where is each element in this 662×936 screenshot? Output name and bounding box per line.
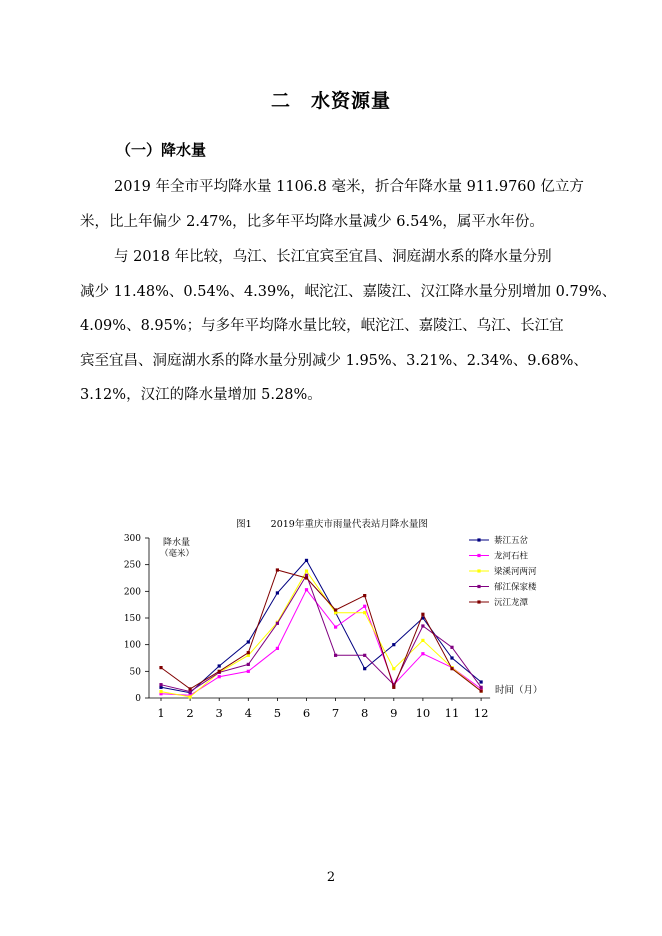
data-point [421, 652, 424, 655]
paragraph-annual-precipitation [80, 170, 584, 239]
data-point [247, 640, 250, 643]
x-axis-label: 时间（月） [495, 685, 543, 696]
x-tick-label: 1 [157, 706, 165, 720]
data-point [305, 569, 308, 572]
paragraph-line: 3.12%，汉江的降水量增加 5.28%。 [80, 387, 322, 403]
paragraph-basin-comparison [80, 240, 617, 413]
legend-marker [477, 569, 480, 572]
y-tick-label: 150 [123, 614, 141, 624]
data-point [450, 646, 453, 649]
x-tick-label: 7 [331, 706, 340, 720]
paragraph-line: 与 2018 年比较，乌江、长江宜宾至宜昌、洞庭湖水系的降水量分别 [114, 249, 552, 265]
data-point [159, 690, 162, 693]
data-point [305, 576, 308, 579]
data-point [218, 675, 221, 678]
y-tick-label: 250 [123, 560, 141, 571]
data-point [363, 654, 366, 657]
paragraph-line: 减少 11.48%、0.54%、4.39%，岷沱江、嘉陵江、汉江降水量分别增加 0.79%、 [80, 283, 617, 300]
data-point [276, 591, 279, 594]
data-point [450, 656, 453, 659]
series-line-5 [161, 570, 481, 691]
data-point [276, 568, 279, 571]
data-point [421, 613, 424, 616]
data-point [480, 689, 483, 692]
data-point [363, 605, 366, 608]
legend-marker [477, 538, 480, 541]
legend-label: 梁溪河两河 [494, 567, 537, 577]
y-tick-label: 100 [123, 640, 141, 651]
data-point [247, 663, 250, 666]
x-tick-label: 9 [390, 706, 398, 720]
paragraph-line: 米，比上年偏少 2.47%，比多年平均降水量减少 6.54%，属平水年份。 [80, 213, 544, 230]
data-point [334, 654, 337, 657]
data-point [218, 670, 221, 673]
data-point [159, 666, 162, 669]
data-point [363, 667, 366, 670]
x-tick-label: 4 [244, 706, 252, 720]
data-point [450, 667, 453, 670]
legend-label: 綦江五岔 [494, 536, 529, 546]
y-tick-label: 200 [123, 587, 141, 598]
series-line-1 [161, 560, 481, 692]
data-point [392, 643, 395, 646]
data-point [218, 664, 221, 667]
y-tick-label: 0 [135, 694, 141, 704]
data-point [276, 647, 279, 650]
data-point [305, 588, 308, 591]
x-tick-label: 10 [415, 706, 431, 720]
x-tick-label: 5 [273, 706, 282, 720]
data-point [421, 624, 424, 627]
legend-label: 龙河石柱 [494, 551, 529, 562]
legend-marker [477, 585, 480, 588]
paragraph-line: 宾至宜昌、洞庭湖水系的降水量分别减少 1.95%、3.21%、2.34%、9.68%、 [80, 352, 588, 369]
legend-label: 沅江龙潭 [494, 598, 529, 608]
data-point [189, 687, 192, 690]
data-point [363, 594, 366, 597]
data-point [189, 695, 192, 698]
x-tick-label: 12 [473, 706, 489, 720]
data-point [421, 639, 424, 642]
data-point [480, 686, 483, 689]
y-tick-label: 50 [129, 667, 141, 678]
legend-marker [477, 554, 480, 557]
data-point [480, 680, 483, 683]
data-point [334, 625, 337, 628]
section-heading: （一）降水量 [116, 141, 207, 159]
data-point [363, 611, 366, 614]
chart-svg [112, 510, 552, 725]
legend-marker [477, 600, 480, 603]
y-axis-label: 降水量 [163, 538, 191, 548]
data-point [305, 559, 308, 562]
precipitation-chart [112, 510, 552, 725]
paragraph-line: 4.09%、8.95%；与多年平均降水量比较，岷沱江、嘉陵江、乌江、长江宜 [80, 318, 564, 334]
data-point [392, 686, 395, 689]
data-point [247, 670, 250, 673]
data-point [247, 651, 250, 654]
data-point [276, 622, 279, 625]
x-tick-label: 8 [361, 706, 369, 720]
data-point [159, 683, 162, 686]
chart-title: 图1 2019年重庆市雨量代表站月降水量图 [236, 519, 428, 530]
data-point [334, 608, 337, 611]
x-tick-label: 11 [444, 706, 460, 720]
x-tick-label: 6 [302, 706, 311, 720]
paragraph-line: 2019 年全市平均降水量 1106.8 毫米，折合年降水量 911.9760 亿立方 [114, 179, 584, 195]
data-point [392, 667, 395, 670]
x-tick-label: 3 [215, 706, 223, 720]
page-title: 二 水资源量 [270, 90, 391, 112]
y-axis-unit: （毫米） [160, 549, 195, 559]
x-tick-label: 2 [186, 706, 194, 720]
page-number: 2 [326, 870, 336, 885]
y-tick-label: 300 [123, 534, 141, 544]
legend-label: 郁江保家楼 [494, 582, 537, 593]
